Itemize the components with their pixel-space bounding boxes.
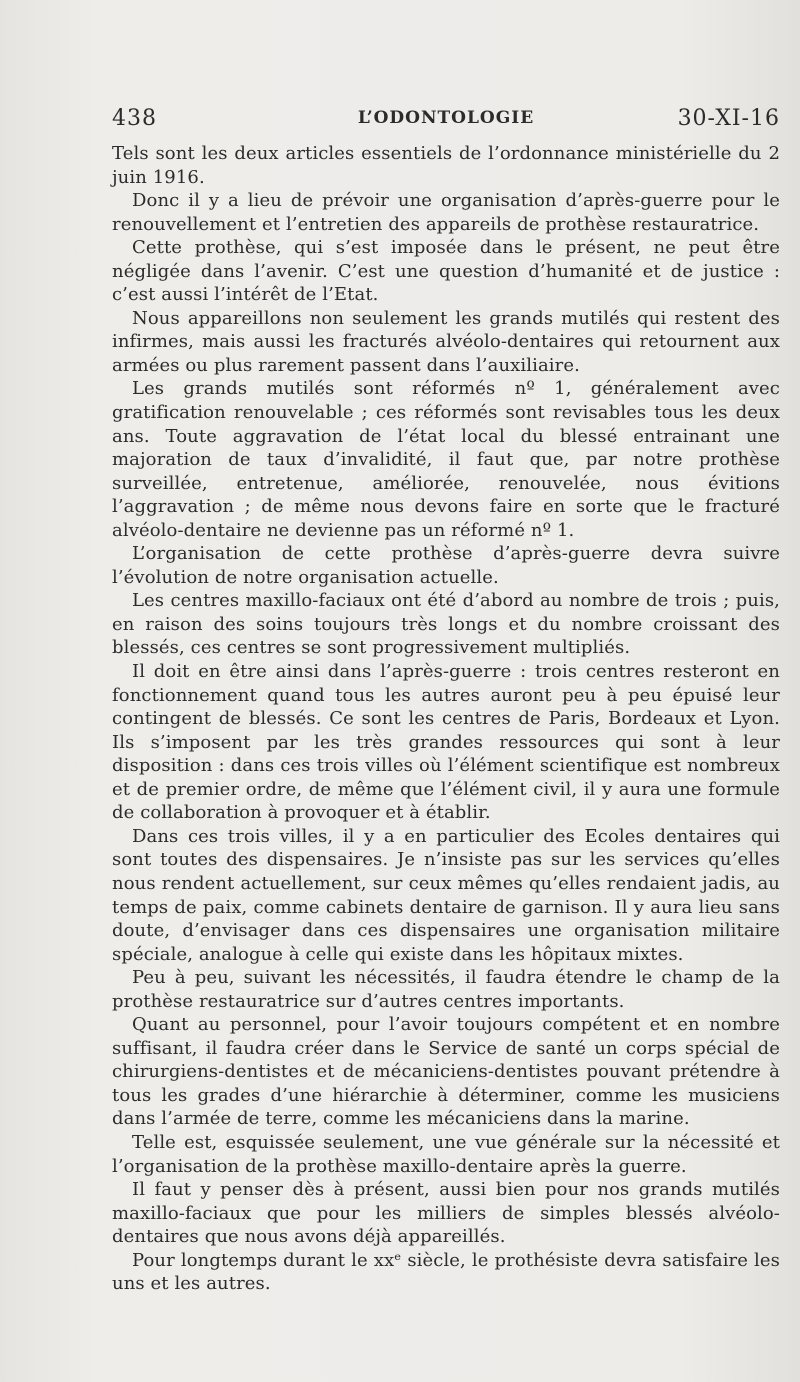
paragraph: Dans ces trois villes, il y a en particulier des Ecoles dentaires qui sont toutes des dispensaires. Je n’insiste pas sur les services qu’elles nous rendent actuellement, sur ceux mêmes qu’elles rendaient jadis, au temps de paix, comme cabinets dentaire de garnison. Il y aura lieu sans doute, d’envisager dans ces dispensaires une organisation militaire spéciale, analogue à celle qui existe dans les hôpitaux mixtes.	[112, 825, 780, 965]
paragraph: L’organisation de cette prothèse d’après-guerre devra suivre l’évolution de notre organisation actuelle.	[112, 543, 780, 588]
paragraph: Les centres maxillo-faciaux ont été d’abord au nombre de trois ; puis, en raison des soins toujours très longs et du nombre croissant des blessés, ces centres se sont progressivement multipliés.	[112, 590, 780, 659]
paragraph: Nous appareillons non seulement les grands mutilés qui restent des infirmes, mais aussi les fracturés alvéolo-dentaires qui retournent aux armées ou plus rarement passent dans l’auxiliaire.	[112, 307, 780, 376]
paragraph: Tels sont les deux articles essentiels de l’ordonnance ministérielle du 2 juin 1916.	[112, 143, 780, 188]
body-text	[112, 142, 780, 1296]
paragraph: Peu à peu, suivant les nécessités, il faudra étendre le champ de la prothèse restauratrice sur d’autres centres importants.	[112, 967, 780, 1012]
paragraph: Cette prothèse, qui s’est imposée dans le présent, ne peut être négligée dans l’avenir. C’est une question d’humanité et de justice : c’est aussi l’intérêt de l’Etat.	[112, 237, 780, 306]
paragraph: Pour longtemps durant le xxᵉ siècle, le prothésiste devra satisfaire les uns et les autres.	[112, 1249, 780, 1295]
paragraph: Telle est, esquissée seulement, une vue générale sur la nécessité et l’organisation de la prothèse maxillo-dentaire après la guerre.	[112, 1131, 780, 1177]
paragraph: Il doit en être ainsi dans l’après-guerre : trois centres resteront en fonctionnement quand tous les autres auront peu à peu épuisé leur contingent de blessés. Ce sont les centres de Paris, Bordeaux et Lyon. Ils s’imposent par les très grandes ressources qui sont à leur disposition : dans ces trois villes où l’élément scientifique est nombreux et de premier ordre, de même que l’élément civil, il y aura une formule de collaboration à provoquer et à établir.	[112, 661, 780, 824]
paragraph: Les grands mutilés sont réformés nº 1, généralement avec gratification renouvelable ; ces réformés sont revisables tous les deux ans. Toute aggravation de l’état local du blessé entrainant une majoration de taux d’invalidité, il faut que, par notre prothèse surveillée, entretenue, améliorée, renouvelée, nous évitions l’aggravation ; de même nous devons faire en sorte que le fracturé alvéolo-dentaire ne devienne pas un réformé nº 1.	[112, 378, 780, 541]
journal-title: L’ODONTOLOGIE	[357, 108, 535, 128]
paragraph: Quant au personnel, pour l’avoir toujours compétent et en nombre suffisant, il faudra créer dans le Service de santé un corps spécial de chirurgiens-dentistes et de mécaniciens-dentistes pouvant prétendre à tous les grades d’une hiérarchie à déterminer, comme les musiciens dans l’armée de terre, comme les mécaniciens dans la marine.	[112, 1014, 780, 1130]
page-number: 438	[112, 106, 157, 131]
issue-date: 30-XI-16	[677, 106, 780, 131]
running-header	[112, 104, 780, 140]
paragraph: Donc il y a lieu de prévoir une organisation d’après-guerre pour le renouvellement et l’entretien des appareils de prothèse restauratrice.	[112, 190, 780, 235]
paragraph: Il faut y penser dès à présent, aussi bien pour nos grands mutilés maxillo-faciaux que pour les milliers de simples blessés alvéolo-dentaires que nous avons déjà appareillés.	[112, 1179, 780, 1248]
